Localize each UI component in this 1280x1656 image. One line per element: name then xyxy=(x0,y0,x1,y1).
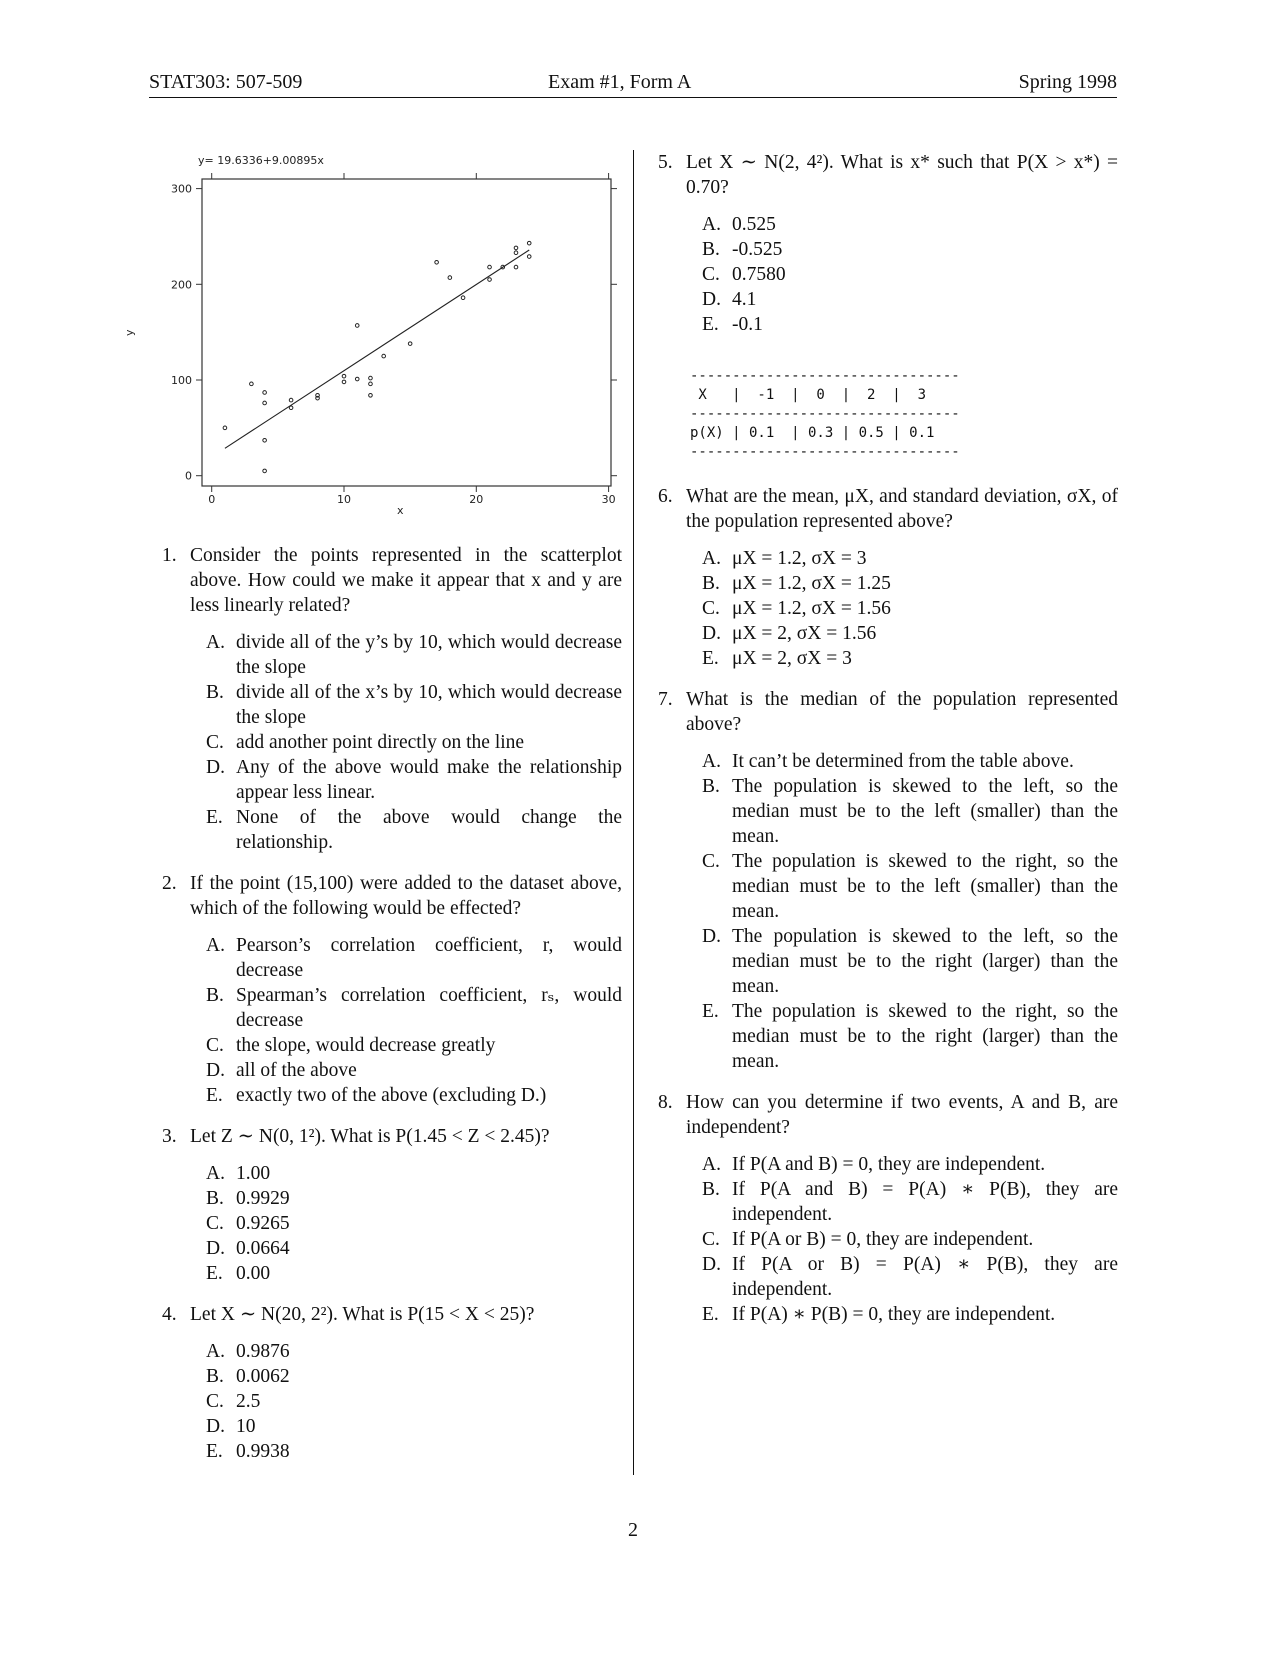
answer-option xyxy=(206,1236,622,1261)
option-text: The population is skewed to the right, so the median must be to the right (larger) than the mean. xyxy=(732,1001,1118,1072)
answer-option xyxy=(702,1302,1118,1327)
option-letter: D. xyxy=(702,1254,721,1275)
answer-option xyxy=(206,1339,622,1364)
x-tick-label: 0 xyxy=(208,493,216,506)
page-number: 2 xyxy=(628,1519,638,1541)
option-text: The population is skewed to the left, so the median must be to the right (larger) than the mean. xyxy=(732,926,1118,997)
data-point xyxy=(382,354,386,358)
answer-option xyxy=(702,1227,1118,1252)
y-tick-label: 300 xyxy=(171,182,192,196)
option-text: 0.9938 xyxy=(236,1441,290,1462)
header-term: Spring 1998 xyxy=(1018,71,1117,93)
option-letter: C. xyxy=(206,1035,224,1056)
option-text: None of the above would change the relationship. xyxy=(236,807,622,853)
option-letter: E. xyxy=(206,1085,223,1106)
option-text: If P(A or B) = 0, they are independent. xyxy=(732,1229,1034,1250)
answer-option xyxy=(206,1261,622,1286)
option-letter: C. xyxy=(702,264,720,285)
question-3 xyxy=(162,1124,622,1286)
answer-option xyxy=(206,1161,622,1186)
question-1 xyxy=(162,543,622,855)
option-text: Any of the above would make the relationship appear less linear. xyxy=(236,757,622,803)
option-text: Spearman’s correlation coefficient, rₛ, would decrease xyxy=(236,985,622,1031)
question-number: 4. xyxy=(162,1304,177,1325)
answer-option xyxy=(206,1033,622,1058)
data-point xyxy=(355,377,359,381)
answer-option xyxy=(206,933,622,983)
option-text: If P(A and B) = 0, they are independent. xyxy=(732,1154,1046,1175)
option-letter: B. xyxy=(206,985,224,1006)
option-text: If P(A) ∗ P(B) = 0, they are independent. xyxy=(732,1304,1056,1325)
option-text: divide all of the y’s by 10, which would decrease the slope xyxy=(236,632,622,678)
data-point xyxy=(342,374,346,378)
question-text: Consider the points represented in the scatterplot above. How could we make it appear that x and y are less linearly related? xyxy=(190,545,622,616)
data-point xyxy=(369,376,373,380)
option-text: 1.00 xyxy=(236,1163,271,1184)
answer-option xyxy=(702,1252,1118,1302)
answer-option xyxy=(206,630,622,680)
scatterplot xyxy=(0,0,640,520)
question-text: If the point (15,100) were added to the dataset above, which of the following would be effected? xyxy=(190,873,622,919)
question-text: Let X ∼ N(20, 2²). What is P(15 < X < 25)? xyxy=(190,1304,535,1325)
option-letter: A. xyxy=(206,1341,225,1362)
question-number: 1. xyxy=(162,545,177,566)
answer-option xyxy=(702,1177,1118,1227)
question-4 xyxy=(162,1302,622,1464)
data-point xyxy=(408,342,412,346)
question-number: 5. xyxy=(658,152,673,173)
option-letter: B. xyxy=(702,239,720,260)
option-text: μX = 1.2, σX = 3 xyxy=(732,548,867,569)
option-letter: A. xyxy=(702,1154,721,1175)
y-axis-label: y xyxy=(123,329,136,336)
option-text: μX = 2, σX = 1.56 xyxy=(732,623,877,644)
y-tick-label: 200 xyxy=(171,278,192,292)
answer-option xyxy=(702,596,1118,621)
answer-option xyxy=(206,1364,622,1389)
answer-option xyxy=(206,1083,622,1108)
option-letter: E. xyxy=(702,314,719,335)
option-letter: C. xyxy=(702,598,720,619)
data-point xyxy=(488,278,492,282)
data-point xyxy=(514,246,518,250)
option-text: 2.5 xyxy=(236,1391,261,1412)
option-letter: D. xyxy=(702,623,721,644)
option-letter: E. xyxy=(206,1441,223,1462)
x-tick-label: 30 xyxy=(601,493,616,506)
option-letter: B. xyxy=(206,1366,224,1387)
option-letter: A. xyxy=(206,935,225,956)
answer-option xyxy=(206,1439,622,1464)
option-letter: B. xyxy=(702,1179,720,1200)
answer-option xyxy=(206,1211,622,1236)
data-point xyxy=(461,296,465,300)
option-text: 0.0664 xyxy=(236,1238,290,1259)
data-point xyxy=(369,394,373,398)
option-letter: C. xyxy=(702,851,720,872)
table-rule: -------------------------------- xyxy=(690,368,960,384)
answer-option xyxy=(702,646,1118,671)
option-letter: B. xyxy=(702,573,720,594)
answer-option xyxy=(702,312,1118,337)
answer-option xyxy=(206,1389,622,1414)
question-8 xyxy=(658,1090,1118,1327)
data-point xyxy=(263,401,267,405)
data-point xyxy=(289,406,293,410)
option-letter: D. xyxy=(702,926,721,947)
data-point xyxy=(435,260,439,264)
x-tick-label: 10 xyxy=(337,493,351,506)
question-text: How can you determine if two events, A and B, are independent? xyxy=(686,1092,1118,1138)
option-letter: E. xyxy=(702,1304,719,1325)
answer-option xyxy=(702,287,1118,312)
option-letter: C. xyxy=(206,1213,224,1234)
option-text: μX = 2, σX = 3 xyxy=(732,648,852,669)
x-tick-label: 20 xyxy=(469,493,484,506)
answer-option xyxy=(702,999,1118,1074)
regression-line xyxy=(225,250,529,448)
option-text: 0.7580 xyxy=(732,264,786,285)
data-point xyxy=(342,380,346,384)
question-text: Let Z ∼ N(0, 1²). What is P(1.45 < Z < 2.45)? xyxy=(190,1126,550,1147)
question-text: What are the mean, μX, and standard deviation, σX, of the population represented above? xyxy=(686,486,1118,532)
answer-option xyxy=(702,237,1118,262)
option-text: It can’t be determined from the table above. xyxy=(732,751,1074,772)
option-letter: A. xyxy=(206,1163,225,1184)
answer-option xyxy=(206,1058,622,1083)
question-number: 6. xyxy=(658,486,673,507)
option-text: 4.1 xyxy=(732,289,757,310)
option-letter: D. xyxy=(206,1416,225,1437)
y-tick-label: 100 xyxy=(171,374,192,387)
y-tick-label: 0 xyxy=(185,469,192,483)
option-letter: D. xyxy=(206,1238,225,1259)
data-point xyxy=(514,251,518,255)
header-course: STAT303: 507-509 xyxy=(149,71,303,93)
header-exam: Exam #1, Form A xyxy=(548,71,692,93)
answer-option xyxy=(702,1152,1118,1177)
option-text: 0.9265 xyxy=(236,1213,290,1234)
option-text: divide all of the x’s by 10, which would decrease the slope xyxy=(236,682,622,728)
option-text: The population is skewed to the right, so the median must be to the left (smaller) than the mean. xyxy=(732,851,1118,922)
option-text: μX = 1.2, σX = 1.56 xyxy=(732,598,891,619)
option-letter: A. xyxy=(702,751,721,772)
answer-option xyxy=(206,680,622,730)
answer-option xyxy=(206,983,622,1033)
option-text: If P(A and B) = P(A) ∗ P(B), they are independent. xyxy=(732,1179,1118,1225)
option-letter: A. xyxy=(702,214,721,235)
option-letter: C. xyxy=(206,1391,224,1412)
option-text: 0.9929 xyxy=(236,1188,290,1209)
data-point xyxy=(223,426,227,430)
answer-option xyxy=(702,621,1118,646)
distribution-table xyxy=(690,367,1118,462)
data-point xyxy=(369,382,373,386)
answer-option xyxy=(702,749,1118,774)
table-row-p: p(X) | 0.1 | 0.3 | 0.5 | 0.1 xyxy=(690,425,935,441)
table-rule: -------------------------------- xyxy=(690,444,960,460)
answer-option xyxy=(702,262,1118,287)
question-number: 7. xyxy=(658,689,673,710)
table-rule: -------------------------------- xyxy=(690,406,960,422)
answer-option xyxy=(702,774,1118,849)
data-point xyxy=(488,265,492,269)
data-point xyxy=(514,265,518,269)
option-letter: D. xyxy=(206,757,225,778)
answer-option xyxy=(702,546,1118,571)
option-letter: B. xyxy=(206,682,224,703)
option-text: 0.00 xyxy=(236,1263,271,1284)
answer-option xyxy=(206,1414,622,1439)
option-letter: D. xyxy=(206,1060,225,1081)
option-text: 0.9876 xyxy=(236,1341,290,1362)
x-axis-label: x xyxy=(397,504,404,517)
question-text: What is the median of the population represented above? xyxy=(686,689,1118,735)
option-letter: A. xyxy=(206,632,225,653)
option-letter: E. xyxy=(702,648,719,669)
option-letter: C. xyxy=(206,732,224,753)
option-letter: E. xyxy=(206,1263,223,1284)
option-text: -0.525 xyxy=(732,239,783,260)
question-number: 8. xyxy=(658,1092,673,1113)
option-text: 0.525 xyxy=(732,214,776,235)
answer-option xyxy=(206,730,622,755)
table-row-x: X | -1 | 0 | 2 | 3 xyxy=(690,387,927,403)
option-letter: E. xyxy=(206,807,223,828)
data-point xyxy=(448,276,452,280)
question-5 xyxy=(658,150,1118,337)
option-letter: A. xyxy=(702,548,721,569)
option-text: 10 xyxy=(236,1416,256,1437)
question-number: 3. xyxy=(162,1126,177,1147)
answer-option xyxy=(206,805,622,855)
option-text: The population is skewed to the left, so the median must be to the left (smaller) than the mean. xyxy=(732,776,1118,847)
option-text: all of the above xyxy=(236,1060,357,1081)
data-point xyxy=(250,382,254,386)
option-letter: D. xyxy=(702,289,721,310)
data-point xyxy=(289,398,293,402)
answer-option xyxy=(206,755,622,805)
question-2 xyxy=(162,871,622,1108)
data-point xyxy=(355,324,359,328)
answer-option xyxy=(702,924,1118,999)
left-column xyxy=(162,543,622,1480)
data-point xyxy=(263,438,267,442)
answer-option xyxy=(702,571,1118,596)
option-letter: C. xyxy=(702,1229,720,1250)
data-point xyxy=(263,469,267,473)
option-text: If P(A or B) = P(A) ∗ P(B), they are independent. xyxy=(732,1254,1118,1300)
answer-option xyxy=(702,849,1118,924)
regression-equation: y= 19.6336+9.00895x xyxy=(198,154,324,167)
option-text: add another point directly on the line xyxy=(236,732,525,753)
data-point xyxy=(263,391,267,395)
question-text: Let X ∼ N(2, 4²). What is x* such that P(X > x*) = 0.70? xyxy=(686,152,1118,198)
data-point xyxy=(527,255,531,259)
option-text: -0.1 xyxy=(732,314,763,335)
option-letter: B. xyxy=(206,1188,224,1209)
option-letter: E. xyxy=(702,1001,719,1022)
option-letter: B. xyxy=(702,776,720,797)
right-column xyxy=(658,150,1118,1343)
question-6 xyxy=(658,484,1118,671)
option-text: μX = 1.2, σX = 1.25 xyxy=(732,573,891,594)
answer-option xyxy=(206,1186,622,1211)
data-point xyxy=(527,241,531,245)
option-text: the slope, would decrease greatly xyxy=(236,1035,496,1056)
option-text: Pearson’s correlation coefficient, r, would decrease xyxy=(236,935,622,981)
answer-option xyxy=(702,212,1118,237)
question-7 xyxy=(658,687,1118,1074)
option-text: 0.0062 xyxy=(236,1366,290,1387)
option-text: exactly two of the above (excluding D.) xyxy=(236,1085,547,1106)
question-number: 2. xyxy=(162,873,177,894)
